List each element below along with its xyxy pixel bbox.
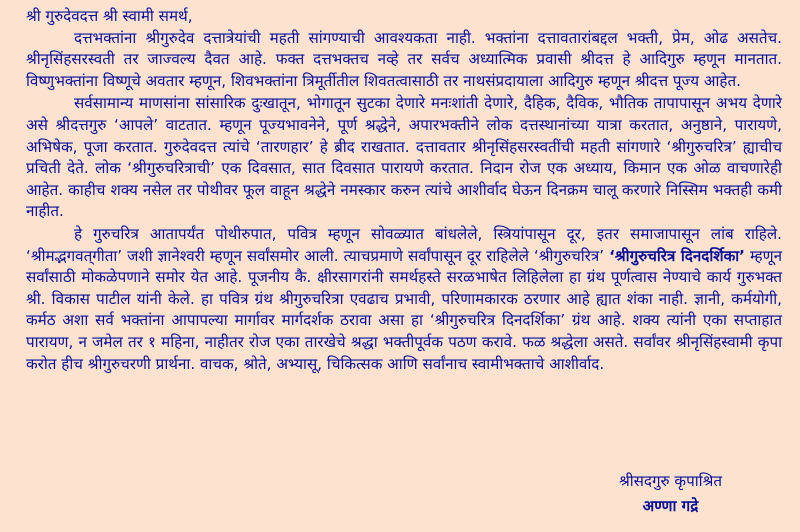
paragraph-2: सर्वसामान्य माणसांना सांसारिक दुःखातून, भोगातून सुटका देणारे मनःशांती देणारे, दैहिक, दैविक, भौतिक तापापासून अभय देणारे असे श्रीदत्तगुरु ‘आपले’ वाटतात. म्हणून पूज्यभावनेने, पूर्ण श्रद्धेने, अपारभक्तीने लोक दत्तस्थानांच्या यात्रा करतात, अनुष्ठाने, पारायणे, अभिषेक, पूजा करतात. गुरुदेवदत्त त्यांचे ‘तारणहार’ हे ब्रीद राखतात. दत्तावतार श्रीनृसिंहसरस्वतींची महती सांगणारे ‘श्रीगुरुचरित्र’ ह्याचीच प्रचिती देते. लोक ‘श्रीगुरुचरित्राची’ एक दिवसात, सात दिवसात पारायणे करतात. निदान रोज एक अध्याय, किमान एक ओळ वाचणारेही आहेत. काहीच शक्य नसेल तर पोथीवर फूल वाहून श्रद्धेने नमस्कार करुन त्यांचे आशीर्वाद घेऊन दिनक्रम चालू करणारे निस्सिम भक्तही कमी नाहीत. [26, 94, 782, 221]
signoff-line: श्रीसदगुरु कृपाश्रित [618, 472, 722, 490]
salutation: श्री गुरुदेवदत्त श्री स्वामी समर्थ, [26, 7, 193, 25]
book-title-bold: ‘श्रीगुरुचरित्र दिनदर्शिका’ [609, 246, 745, 265]
author-name: अण्णा गद्रे [642, 496, 699, 515]
signoff-block [619, 471, 722, 517]
paragraph-3-part-2: म्हणून सर्वांसाठी मोकळेपणाने समोर येत आहे. पूजनीय कै. क्षीरसागरांनी समर्थहस्ते सरळभाषेत लिहिलेला हा ग्रंथ पूर्णत्वास नेण्याचे कार्य गुरुभक्त श्री. विकास पाटील यांनी केले. हा पवित्र ग्रंथ श्रीगुरुचरित्रा एवढाच प्रभावी, परिणामकारक ठरणार आहे ह्यात शंका नाही. ज्ञानी, कर्मयोगी, कर्मठ अशा सर्व भक्तांना आपापल्या मार्गावर मार्गदर्शक ठरावा असा हा ‘श्रीगुरुचरित्र दिनदर्शिका’ ग्रंथ आहे. शक्य त्यांनी एका सप्ताहात पारायण, न जमेल तर १ महिना, नाहीतर रोज एका तारखेचे श्रद्धा भक्तीपूर्वक पठण करावे. फळ श्रद्धेला असते. सर्वांवर श्रीनृसिंहस्वामी कृपा करोत हीच श्रीगुरुचरणी प्रार्थना. वाचक, श्रोते, अभ्यासू, चिकित्सक आणि सर्वांनाच स्वामीभक्ताचे आशीर्वाद. [26, 246, 783, 373]
paragraph-1: दत्तभक्तांना श्रीगुरुदेव दत्तात्रेयांची महती सांगण्याची आवश्यकता नाही. भक्तांना दत्तावतारांबद्दल भक्ती, प्रेम, ओढ असतेच. श्रीनृसिंहसरस्वती तर जाज्वल्य दैवत आहे. फक्त दत्तभक्तच नव्हे तर सर्वच अध्यात्मिक प्रवासी श्रीदत्त हे आदिगुरु म्हणून मानतात. विष्णुभक्तांना विष्णूचे अवतार म्हणून, शिवभक्तांना त्रिमूर्तीतील शिवतत्वासाठी तर नाथसंप्रदायाला आदिगुरु म्हणून श्रीदत्त पूज्य आहेत. [26, 28, 782, 90]
paragraph-3-part-1: हे गुरुचरित्र आतापर्यंत पोथीरुपात, पवित्र म्हणून सोवळ्यात बांधलेले, स्त्रियांपासून दूर, इतर समाजापासून लांब राहिले. ‘श्रीमद्भगवत्‌गीता’ जशी ज्ञानेश्वरी म्हणून सर्वांसमोर आली. त्याचप्रमाणे सर्वांपासून दूर राहिलेले ‘श्रीगुरुचरित्र’ [26, 224, 782, 265]
paragraph-3 [26, 224, 782, 375]
